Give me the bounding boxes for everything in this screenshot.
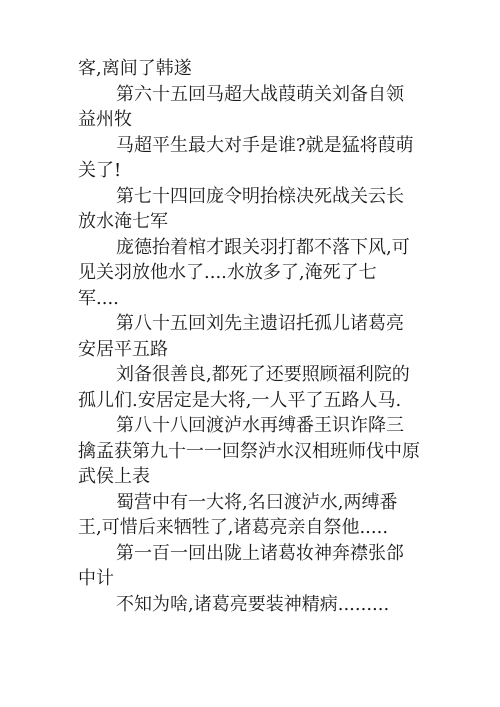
text-line: 见关羽放他水了....水放多了,淹死了七 xyxy=(78,262,377,283)
chapter-title-line: 安居平五路 xyxy=(78,338,168,360)
chapter-title-line: 第八十八回渡泸水再缚番王识诈降三 xyxy=(116,415,404,436)
text-line: 马超平生最大对手是谁?就是猛将葭萌 xyxy=(116,134,414,156)
chapter-title-line: 擒孟获第九十一一回祭泸水汉相班师伐中原 xyxy=(78,440,420,462)
text-line: 庞德抬着棺才跟关羽打都不落下风,可 xyxy=(116,236,410,258)
document-text xyxy=(78,56,438,617)
chapter-title-line: 第七十四回庞令明抬榇决死战关云长 xyxy=(116,185,404,207)
text-line: 蜀营中有一大将,名曰渡泸水,两缚番 xyxy=(116,491,398,513)
chapter-title-line: 第八十五回刘先主遗诏托孤儿诸葛亮 xyxy=(116,313,404,334)
text-line: 军.... xyxy=(78,287,119,309)
chapter-title-line: 放水淹七军 xyxy=(78,211,168,232)
text-line: 关了! xyxy=(78,160,122,181)
chapter-title-line: 益州牧 xyxy=(78,109,132,130)
chapter-title-line: 中计 xyxy=(78,568,114,589)
text-line: 刘备很善良,都死了还要照顾福利院的 xyxy=(116,364,410,385)
text-line: 孤儿们.安居定是大将,一人平了五路人马. xyxy=(78,389,402,411)
text-line: 不知为啥,诸葛亮要装神精病......... xyxy=(116,593,390,615)
chapter-title-line: 第一百一回出陇上诸葛妆神奔襟张郃 xyxy=(116,542,404,564)
text-line: 客,离间了韩遂 xyxy=(78,58,192,79)
chapter-title-line: 武侯上表 xyxy=(78,466,150,487)
text-line: 王,可惜后来牺牲了,诸葛亮亲自祭他..... xyxy=(78,517,389,538)
chapter-title-line: 第六十五回马超大战葭萌关刘备自领 xyxy=(116,83,404,105)
